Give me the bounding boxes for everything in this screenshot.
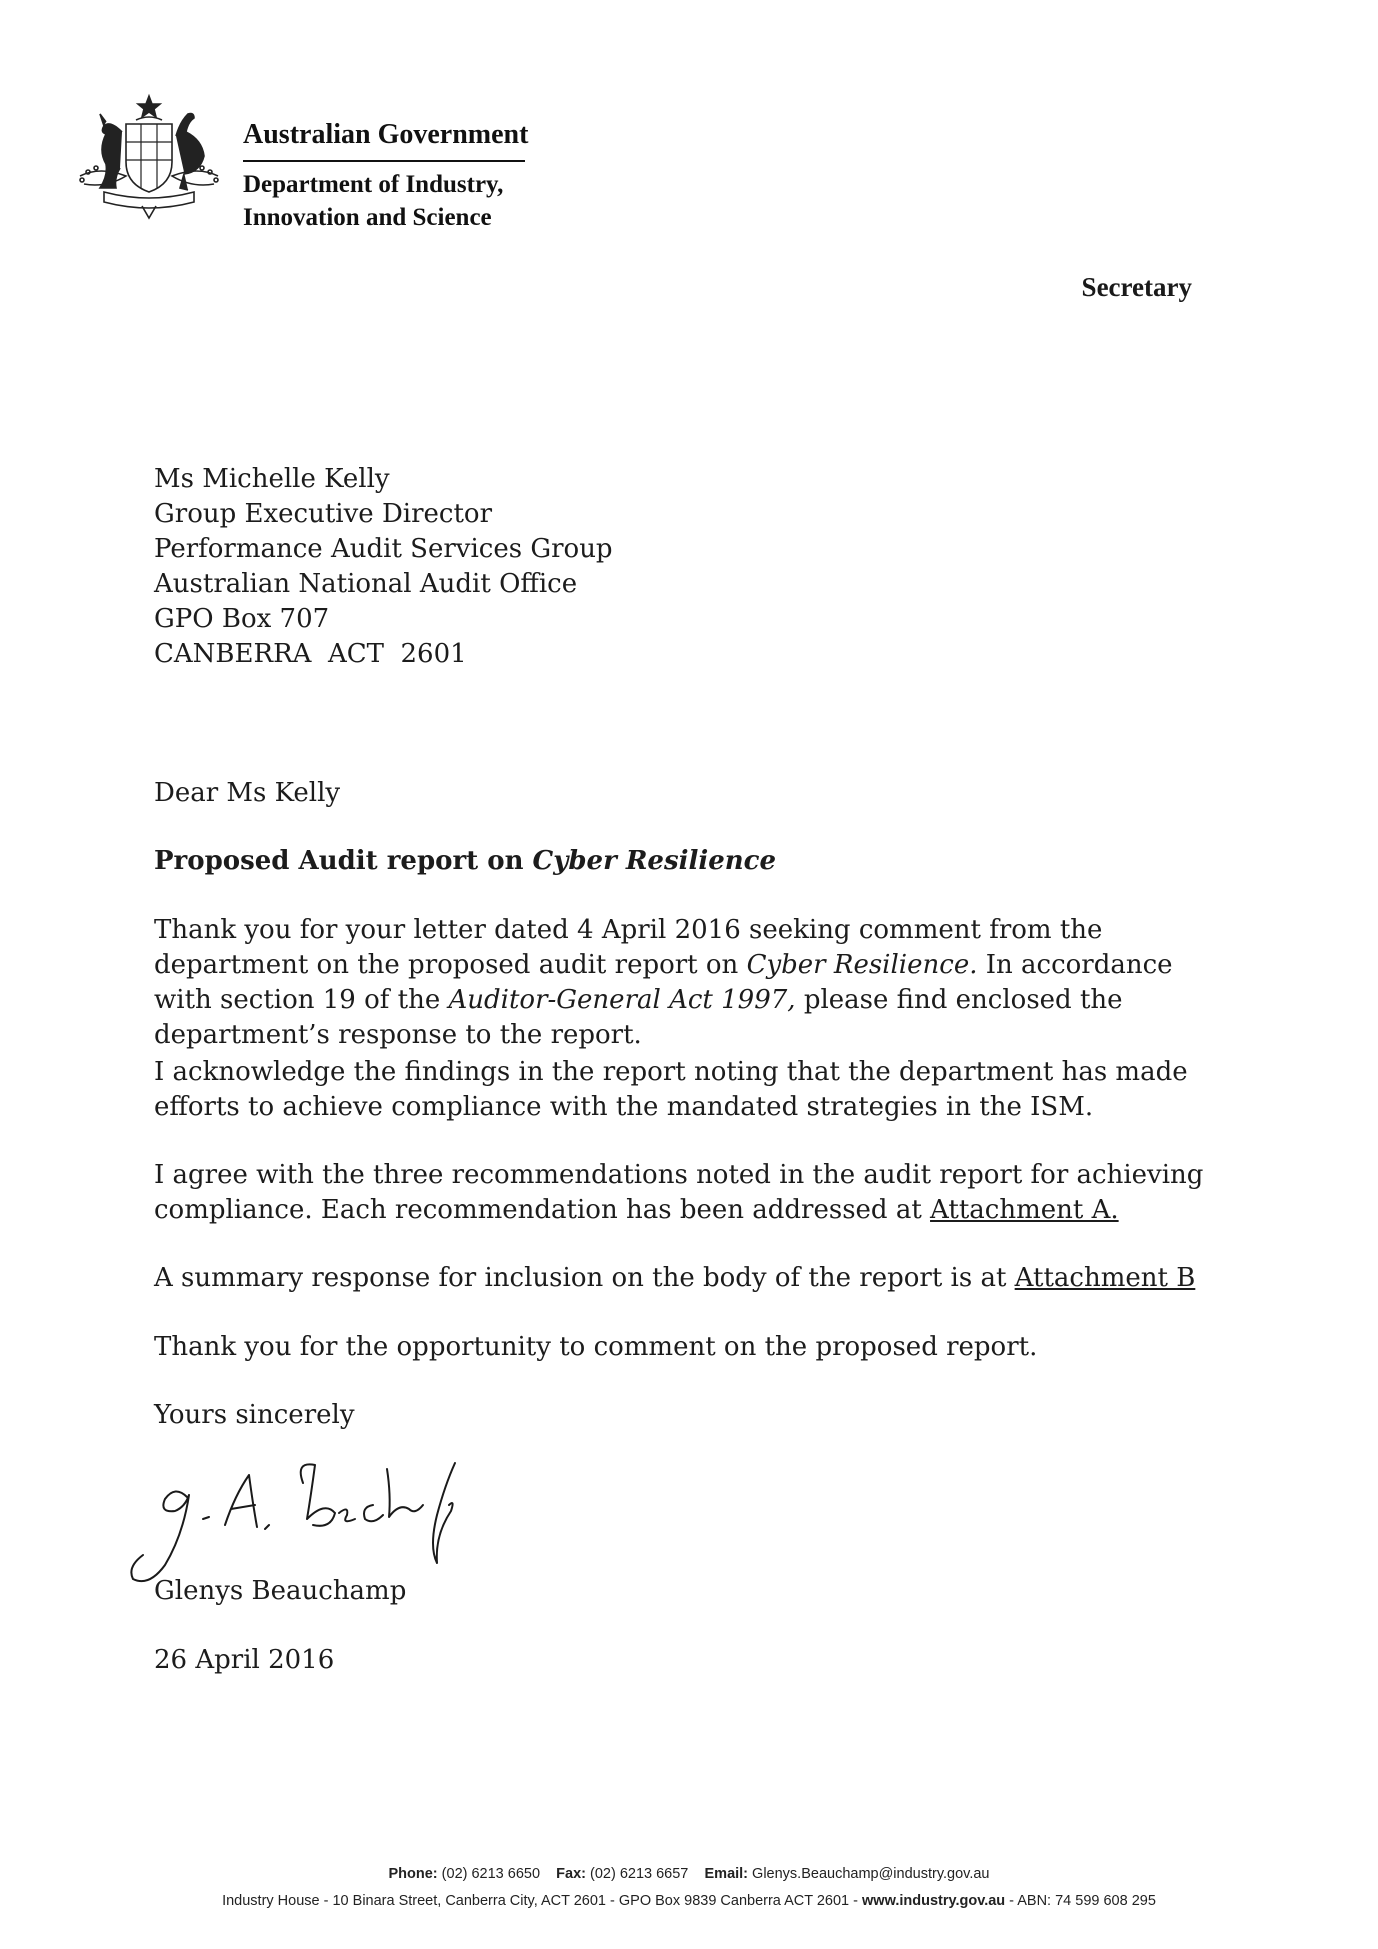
subject-title: Cyber Resilience [532, 846, 777, 876]
salutation: Dear Ms Kelly [154, 778, 341, 808]
footer-contact [0, 1866, 1378, 1882]
footer-address [0, 1893, 1378, 1909]
paragraph-text: A summary response for inclusion on the body of the report is at [154, 1263, 1015, 1293]
department-name-line2: Innovation and Science [243, 204, 492, 231]
office-title: Secretary [1081, 272, 1192, 302]
department-name-line1: Department of Industry, [243, 171, 504, 198]
paragraph-text: please find enclosed the department’s response to the report. [154, 985, 1123, 1050]
email-address[interactable]: Glenys.Beauchamp@industry.gov.au [752, 1866, 990, 1882]
phone-label: Phone: [388, 1866, 438, 1882]
paragraph-text: In accordance with section 19 of the [154, 950, 1173, 1015]
address-line: GPO Box 707 [154, 604, 330, 634]
paragraph-text: Thank you for your letter dated 4 April 2016 seeking comment from the department on the proposed audit report on [154, 915, 1103, 980]
paragraph-2: I acknowledge the findings in the report noting that the department has made efforts to achieve compliance with the mandated strategies in the ISM. [154, 1057, 1188, 1122]
act-title: Auditor-General Act 1997, [448, 985, 796, 1015]
paragraph-text: I agree with the three recommendations noted in the audit report for achieving compliance. Each recommendation has been addressed at [154, 1160, 1204, 1225]
subject-prefix: Proposed Audit report on [154, 846, 533, 876]
address-line: CANBERRA ACT 2601 [154, 639, 467, 669]
recipient-address [154, 462, 1234, 672]
letterhead [243, 118, 529, 234]
address-line: Australian National Audit Office [154, 569, 578, 599]
postal-address: Industry House - 10 Binara Street, Canberra City, ACT 2601 - GPO Box 9839 Canberra ACT 2601 - [222, 1893, 863, 1909]
coat-of-arms-icon [70, 92, 228, 222]
address-line: Performance Audit Services Group [154, 534, 613, 564]
fax-number: (02) 6213 6657 [590, 1866, 689, 1882]
letter-date: 26 April 2016 [154, 1645, 335, 1675]
paragraph-4 [154, 1261, 1234, 1296]
subject-line [154, 844, 1234, 879]
address-line: Group Executive Director [154, 499, 493, 529]
address-line: Ms Michelle Kelly [154, 464, 390, 494]
attachment-a-reference: Attachment A. [930, 1195, 1119, 1225]
government-name: Australian Government [243, 118, 525, 162]
signatory-name: Glenys Beauchamp [154, 1576, 407, 1606]
closing: Yours sincerely [154, 1400, 355, 1430]
paragraph-5: Thank you for the opportunity to comment on the proposed report. [154, 1332, 1038, 1362]
fax-label: Fax: [556, 1866, 586, 1882]
paragraph-3 [154, 1158, 1234, 1228]
phone-number: (02) 6213 6650 [441, 1866, 541, 1882]
email-label: Email: [704, 1866, 749, 1882]
paragraph-1 [154, 913, 1234, 1053]
website-link[interactable]: www.industry.gov.au [862, 1893, 1006, 1909]
abn-number: - ABN: 74 599 608 295 [1005, 1893, 1156, 1909]
report-title: Cyber Resilience. [746, 950, 978, 980]
attachment-b-reference: Attachment B [1014, 1263, 1196, 1293]
